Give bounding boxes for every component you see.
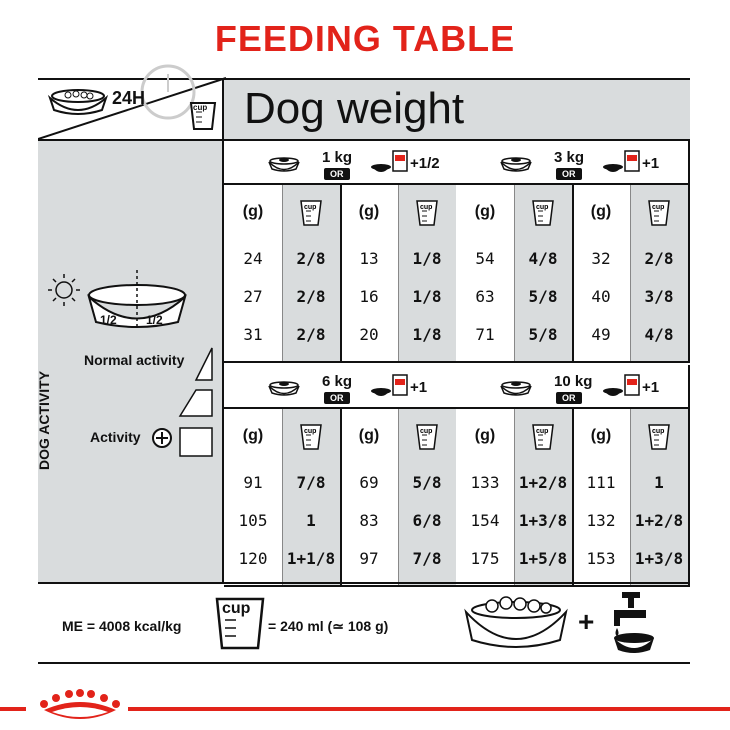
grams-amount: 91 [243, 473, 263, 492]
activity-level-icon [176, 344, 216, 464]
or-badge: OR [556, 168, 582, 180]
grams-amount: 97 [359, 549, 379, 568]
grams-amount: 16 [359, 287, 379, 306]
day-night-bowl-icon [42, 270, 212, 340]
cup-amount: 1/8 [412, 249, 442, 268]
grams-header: (g) [474, 203, 496, 220]
svg-text:cup: cup [304, 204, 317, 211]
small-bowl-icon [498, 379, 534, 397]
grams-amount: 27 [243, 287, 263, 306]
cup-amount: 5/8 [528, 287, 558, 306]
dog-weight-value: 10 kg [554, 373, 593, 390]
cup-icon [630, 199, 688, 227]
grams-header: (g) [358, 427, 380, 444]
grams-header: (g) [242, 427, 264, 444]
pouch-quantity: +1/2 [410, 155, 440, 172]
wet-food-pouch-icon [369, 149, 409, 175]
normal-activity-label: Normal activity [84, 352, 185, 368]
grams-amount: 175 [470, 549, 500, 568]
activity-label: Activity [90, 429, 141, 445]
grams-amount: 54 [475, 249, 495, 268]
cup-icon-label: cup [222, 600, 251, 617]
food-bowl-icon [46, 86, 110, 118]
grams-amount: 132 [586, 511, 616, 530]
grams-amount: 49 [591, 325, 611, 344]
cup-amount: 2/8 [644, 249, 674, 268]
small-bowl-icon [498, 155, 534, 173]
cup-amount: 5/8 [412, 473, 442, 492]
cup-amount: 1+3/8 [634, 549, 684, 568]
grams-amount: 120 [238, 549, 268, 568]
cup-amount: 2/8 [296, 249, 326, 268]
half-left: 1/2 [100, 313, 117, 327]
cup-amount: 1/8 [412, 325, 442, 344]
dog-weight-value: 1 kg [322, 149, 353, 166]
wet-food-pouch-icon [601, 149, 641, 175]
half-right: 1/2 [146, 313, 163, 327]
pouch-quantity: +1 [642, 379, 660, 396]
dog-weight-title: Dog weight [244, 84, 465, 133]
water-bowl-icon [606, 588, 658, 654]
cup-icon [398, 199, 456, 227]
svg-text:cup: cup [420, 428, 433, 435]
grams-amount: 40 [591, 287, 611, 306]
grams-header: (g) [590, 203, 612, 220]
cup-icon [282, 199, 340, 227]
dog-activity-label: DOG ACTIVITY [36, 370, 52, 470]
grams-amount: 133 [470, 473, 500, 492]
cup-amount: 4/8 [644, 325, 674, 344]
wet-food-pouch-icon [601, 373, 641, 399]
crown-logo-icon [36, 688, 124, 728]
small-bowl-icon [266, 155, 302, 173]
grams-amount: 71 [475, 325, 495, 344]
cup-amount: 7/8 [412, 549, 442, 568]
cup-amount: 2/8 [296, 325, 326, 344]
small-bowl-icon [266, 379, 302, 397]
cup-amount: 1 [306, 511, 316, 530]
svg-text:cup: cup [536, 204, 549, 211]
food-bowl-icon [460, 596, 572, 652]
metabolizable-energy: ME = 4008 kcal/kg [62, 618, 182, 634]
plus-sign: + [578, 606, 595, 637]
svg-text:cup: cup [652, 204, 665, 211]
svg-text:cup: cup [420, 204, 433, 211]
cup-amount: 1+3/8 [518, 511, 568, 530]
grams-amount: 13 [359, 249, 379, 268]
dog-weight-value: 6 kg [322, 373, 353, 390]
or-badge: OR [324, 168, 350, 180]
cup-icon [630, 423, 688, 451]
cup-amount: 3/8 [644, 287, 674, 306]
cup-icon [514, 199, 572, 227]
grams-header: (g) [474, 427, 496, 444]
grams-amount: 154 [470, 511, 500, 530]
cup-amount: 1 [654, 473, 664, 492]
cup-amount: 1+2/8 [634, 511, 684, 530]
cup-icon [514, 423, 572, 451]
cup-equivalence: = 240 ml (≃ 108 g) [268, 618, 389, 634]
cup-amount: 1/8 [412, 287, 442, 306]
grams-amount: 83 [359, 511, 379, 530]
page-title: FEEDING TABLE [214, 18, 516, 59]
brand-line-right [128, 707, 730, 711]
grams-amount: 20 [359, 325, 379, 344]
pouch-quantity: +1 [642, 155, 660, 172]
grams-amount: 105 [238, 511, 268, 530]
grams-header: (g) [358, 203, 380, 220]
cup-amount: 4/8 [528, 249, 558, 268]
hours-label: 24H [112, 88, 146, 108]
cup-amount: 1+2/8 [518, 473, 568, 492]
grams-amount: 63 [475, 287, 495, 306]
cup-amount: 7/8 [296, 473, 326, 492]
grams-header: (g) [590, 427, 612, 444]
grams-amount: 153 [586, 549, 616, 568]
svg-text:cup: cup [652, 428, 665, 435]
brand-line-left [0, 707, 26, 711]
cup-amount: 1+5/8 [518, 549, 568, 568]
grams-amount: 111 [586, 473, 616, 492]
or-badge: OR [324, 392, 350, 404]
svg-text:cup: cup [304, 428, 317, 435]
grams-amount: 69 [359, 473, 379, 492]
or-badge: OR [556, 392, 582, 404]
cup-icon [398, 423, 456, 451]
cup-icon-label: cup [193, 103, 208, 112]
wet-food-pouch-icon [369, 373, 409, 399]
cup-amount: 5/8 [528, 325, 558, 344]
grams-amount: 24 [243, 249, 263, 268]
svg-text:cup: cup [536, 428, 549, 435]
dog-weight-value: 3 kg [554, 149, 585, 166]
grams-header: (g) [242, 203, 264, 220]
cup-amount: 1+1/8 [286, 549, 336, 568]
cup-amount: 2/8 [296, 287, 326, 306]
plus-circle-icon [150, 426, 174, 450]
pouch-quantity: +1 [410, 379, 428, 396]
grams-amount: 32 [591, 249, 611, 268]
grams-amount: 31 [243, 325, 263, 344]
cup-amount: 6/8 [412, 511, 442, 530]
cup-icon [282, 423, 340, 451]
